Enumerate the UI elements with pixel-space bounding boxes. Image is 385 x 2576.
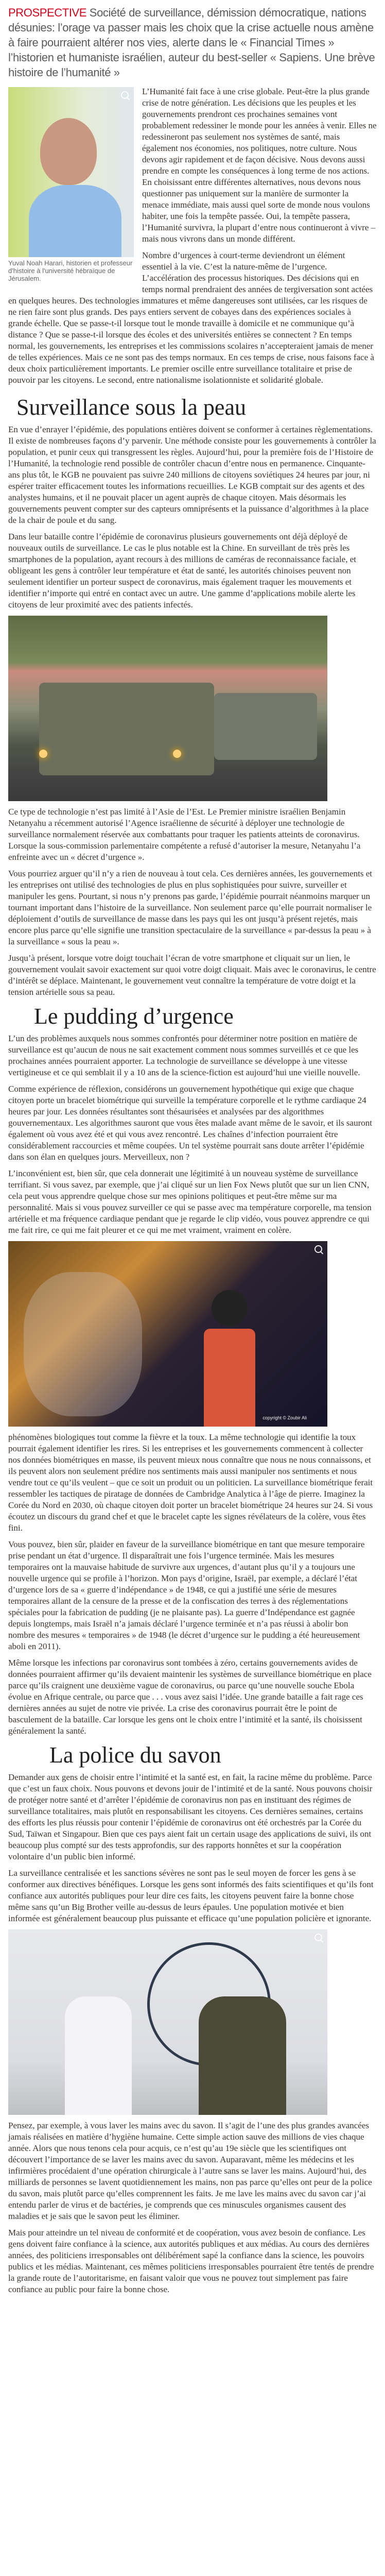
vehicle-shape [39,683,214,775]
zoom-icon[interactable] [121,91,129,99]
officer-helmet [212,1290,248,1326]
police-photo[interactable] [8,1241,327,1427]
paragraph: Nombre d’urgences à court-terme deviendront un élément essentiel à la vie. C’est la nature-même de l’urgence. L’accélération des processus historiques. Des décisions qui en temps normal prendraient des années de tergiversation sont actées en quelques heures. Des technologies immatures et même dangereuses sont utilisées, car les risques de ne rien faire sont plus grands. Des pays entiers servent de cobayes dans des expériences sociales à grande échelle. Que se passe-t-il lorsque tout le monde travaille à domicile et ne communique qu’à distance ? Que se passe-t-il lorsque des écoles et des universités entières se connectent ? En temps normal, les gouvernements, les entreprises et les commissions scolaires n’accepteraient jamais de mener de telles expériences. Mais ce ne sont pas des temps normaux. En ces temps de crise, nous faisons face à deux choix particulièrement importants. Le premier oscille entre surveillance totalitaire et prise de pouvoir par les citoyens. Le second, entre nationalisme isolationniste et solidarité globale. [8,250,374,385]
paragraph: L’un des problèmes auxquels nous sommes confrontés pour déterminer notre position en matière de surveillance est qu’aucun de nous ne sait exactement comment nous sommes surveillés et ce que les prochaines années pourraient apporter. La technologie de surveillance se développe à une vitesse vertigineuse et ce qui semblait il y a 10 ans de la science-fiction est aujourd’hui une vieille nouvelle. [8,1033,360,1077]
headlight [173,750,181,758]
portrait-shirt [29,185,121,257]
portrait-caption: Yuval Noah Harari, historien et professeur d'histoire à l'université hébraïque de Jérusalem. [8,259,133,282]
medic-figure [65,1996,132,2115]
paragraph: En vue d’enrayer l’épidémie, des populations entières doivent se conformer à certaines règlementations. Il existe de nombreuses façons d’y parvenir. Une méthode consiste pour les gouvernements à contrôler la population, et punir ceux qui transgressent les règles. Aujourd’hui, pour la première fois de l’Histoire de l’Humanité, la technologie rend possible de contrôler chacun d’entre nous en permanence. Cinquante-ans plus tôt, le KGB ne pouvaient pas suivre 240 millions de citoyens soviétiques 24 heures par jour, ni espérer traiter efficacement toutes les informations recueillies. Le KGB comptait sur des agents et des analystes humains, et il ne pouvait placer un agent auprès de chaque citoyen. Mais désormais les gouvernements peuvent compter sur des capteurs omniprésents et la puissance d’algorithmes à la place de la chair de poule et du sang. [8,425,376,525]
zoom-icon[interactable] [314,1245,322,1253]
officer-vest [204,1329,255,1427]
section-kicker[interactable]: PROSPECTIVE [8,6,87,19]
section-heading: Le pudding d’urgence [34,1004,234,1029]
intro-text: Société de surveillance, démission démocratique, nations désunies: l’orage va passer mais les choix que la crise actuelle nous amène à faire pourraient altérer nos vies, alerte dans le « Financial Times » l’historien et humaniste israélien, auteur du best-seller « Sapiens. Une brève histoire de l’humanité » [8,6,375,79]
paragraph: Pensez, par exemple, à vous laver les mains avec du savon. Il s’agit de l’une des plus grandes avancées jamais réalisées en matière d’hygiène humaine. Cette simple action sauve des millions de vies chaque année. Alors que nous tenons cela pour acquis, ce n’est qu’au 19e siècle que les scientifiques ont découvert l’importance de se laver les mains avec du savon. Auparavant, même les médecins et les infirmières procédaient d’une opération chirurgicale à l’autre sans se laver les mains. Aujourd’hui, des milliards de personnes se lavent quotidiennement les mains, non pas parce qu’elles ont peur de la police du savon, mais plutôt parce qu’elles comprennent les faits. Je me lave les mains avec du savon car j’ai entendu parler de virus et de bactéries, je comprends que ces minuscules organismes causent des maladies et je sais que le savon peut les éliminer. [8,2121,372,2221]
portrait-face [40,118,97,185]
portrait-figure [8,87,134,282]
paragraph: phénomènes biologiques tout comme la fièvre et la toux. La même technologie qui identifie la toux pourrait également identifier les rires. Si les entreprises et les gouvernements commencent à collecter nos données biométriques en masse, ils peuvent mieux nous connaître que nous ne nous connaissons, et ils peuvent alors non seulement prédire nos sentiments mais aussi manipuler nos sentiments et nous vendre tout ce qu’ils veulent – que ce soit un produit ou un politicien. La surveillance biométrique ferait ressembler les tactiques de piratage de données de Cambridge Analytica à l’âge de pierre. Imaginez la Corée du Nord en 2030, où chaque citoyen doit porter un bracelet biométrique 24 heures sur 24. Si vous écoutez un discours du grand chef et que le bracelet capte les signes révélateurs de la colère, vous êtes fini. [8,1432,373,1533]
paragraph: Même lorsque les infections par coronavirus sont tombées à zéro, certains gouvernements avides de données pourraient affirmer qu’ils devaient maintenir les systèmes de surveillance biométrique en place parce qu’ils craignent une deuxième vague de coronavirus, ou parce qu’une nouvelle souche Ebola évolue en Afrique centrale, ou parce que . . . vous avez saisi l’idée. Une grande bataille a fait rage ces dernières années au sujet de notre vie privée. La crise des coronavirus pourrait être le point de basculement de la bataille. Car lorsque les gens ont le choix entre l’intimité et la santé, ils choisissent généralement la santé. [8,1658,372,1736]
article-intro [8,5,377,80]
paragraph: La surveillance centralisée et les sanctions sévères ne sont pas le seul moyen de forcer les gens à se conformer aux directives bénéfiques. Lorsque les gens sont informés des faits scientifiques et qu’ils font confiance aux autorités publiques pour leur dire ces faits, les citoyens peuvent faire la bonne chose même sans qu’un Big Brother veille au-dessus de leurs épaules. Une population motivée et bien informée est généralement beaucoup plus puissante et efficace qu’une population policière et ignorante. [8,1868,374,1923]
section-heading: La police du savon [49,1742,221,1768]
lead-paragraph: L’Humanité fait face à une crise globale. Peut-être la plus grande crise de notre génération. Les décisions que les peuples et les gouvernements prendront ces prochaines semaines vont probablement redessiner le monde pour les années à venir. Elles ne redessineront pas seulement nos systèmes de santé, mais également nos économies, nos politiques, notre culture. Nous devons agir rapidement et de façon décisive. Nous devons aussi prendre en compte les conséquences à long terme de nos actions. En choisissant entre différentes alternatives, nous devons nous questionner pas uniquement sur la manière de surmonter la menace immédiate, mais aussi quel sorte de monde nous voulons habiter, une fois la tempête passée. Oui, la tempête passera, l’Humanité survivra, la plupart d’entre nous continueront à vivre – mais nous vivrons dans un monde différent. [142,87,377,244]
paragraph: Ce type de technologie n’est pas limité à l’Asie de l’Est. Le Premier ministre israélien Benjamin Netanyahu a récemment autorisé l’Agence israélienne de sécurité à déployer une technologie de surveillance normalement réservée aux combattants pour traquer les patients atteints de coronavirus. Lorsque la sous-commission parlementaire compétente a refusé d’autoriser la mesure, Netanyahu l’a enfreinte avec un « décret d’urgence ». [8,807,361,862]
paragraph: Jusqu’à présent, lorsque votre doigt touchait l’écran de votre smartphone et cliquait sur un lien, le gouvernement voulait savoir exactement sur quoi votre doigt cliquait. Mais avec le coronavirus, le centre d’intérêt se déplace. Maintenant, le gouvernement veut connaître la température de votre doigt et la tension artérielle sous sa peau. [8,953,376,997]
paragraph: Dans leur bataille contre l’épidémie de coronavirus plusieurs gouvernements ont déjà déployé de nouveaux outils de surveillance. Le cas le plus notable est la Chine. En surveillant de très près les smartphones de la population, ayant recours à des millions de caméras de reconnaissance faciale, et obligeant les gens à contrôler leur température et état de santé, les autorités chinoises peuvent non seulement identifier un porteur suspect de coronavirus, mais également traquer les mouvements et identifier n’importe qui entré en contact avec un autre. Une gamme d’applications mobile alerte les citoyens de leur proximité avec des patients infectés. [8,532,356,609]
temperature-check-photo[interactable] [8,1929,327,2115]
author-portrait[interactable] [8,87,134,257]
zoom-icon[interactable] [314,1934,322,1941]
photo-credit: copyright © Zoubir Ali [262,1415,307,1420]
military-vehicles-photo[interactable] [8,616,327,801]
police-shield [24,1272,142,1416]
paragraph: Comme expérience de réflexion, considérons un gouvernement hypothétique qui exige que chaque citoyen porte un bracelet biométrique qui surveille la température corporelle et le rythme cardiaque 24 heures par jour. Les données résultantes sont thésaurisées et analysées par des algorithmes gouvernementaux. Les algorithmes sauront que vous êtes malade avant même de le savoir, et ils sauront également où vous avez été et qui vous avez rencontré. Les chaînes d’infection pourraient être considérablement raccourcies et même coupées. Un tel système pourrait sans doute arrêter l’épidémie dans son élan en quelques jours. Merveilleux, non ? [8,1084,372,1162]
paragraph: L’inconvénient est, bien sûr, que cela donnerait une légitimité à un nouveau système de surveillance terrifiant. Si vous savez, par exemple, que j’ai cliqué sur un lien Fox News plutôt que sur un lien CNN, cela peut vous apprendre quelque chose sur mes opinions politiques et peut-être même sur ma personnalité. Mais si vous pouvez surveiller ce qui se passe avec ma température corporelle, ma tension artérielle et ma fréquence cardiaque pendant que je regarde le clip vidéo, vous pouvez apprendre ce qui me fait rire, ce qui me fait pleurer et ce qui me met vraiment, vraiment en colère. [8,1168,372,1235]
paragraph: Mais pour atteindre un tel niveau de conformité et de coopération, vous avez besoin de confiance. Les gens doivent faire confiance à la science, aux autorités publiques et aux médias. Au cours des dernières années, des politiciens irresponsables ont délibérément sapé la confiance dans la science, les pouvoirs publics et les médias. Maintenant, ces mêmes politiciens irresponsables pourraient être tentés de prendre la grande route de l’autoritarisme, en faisant valoir que vous ne pouvez tout simplement pas faire confiance au public pour faire la bonne chose. [8,2228,374,2294]
paragraph: Demander aux gens de choisir entre l’intimité et la santé est, en fait, la racine même du problème. Parce que c’est un faux choix. Nous pouvons et devons jouir de l’intimité et de la santé. Nous pouvons choisir de protéger notre santé et d’arrêter l’épidémie de coronavirus non pas en instituant des régimes de surveillance totalitaires, mais plutôt en responsabilisant les citoyens. Ces dernières semaines, certains des efforts les plus réussis pour contenir l’épidémie de coronavirus ont été orchestrés par la Corée du Sud, Taïwan et Singapour. Bien que ces pays aient fait un certain usage des applications de suivi, ils ont beaucoup plus compté sur des tests approfondis, sur des rapports honnêtes et sur la coopération volontaire d’un public bien informé. [8,1772,373,1861]
vehicle-shape [214,693,317,760]
headlight [39,750,47,758]
paragraph: Vous pouvez, bien sûr, plaider en faveur de la surveillance biométrique en tant que mesure temporaire prise pendant un état d’urgence. Il disparaîtrait une fois l’urgence terminée. Mais les mesures temporaires ont la mauvaise habitude de survivre aux urgences, d’autant plus qu’il y a toujours une nouvelle urgence qui se profile à l’horizon. Mon pays d’origine, Israël, par exemple, a déclaré l’état d’urgence lors de sa « guerre d’indépendance » de 1948, ce qui a justifié une série de mesures temporaires allant de la censure de la presse et de la confiscation des terres à des réglementations spéciales pour la fabrication de pudding (je ne plaisante pas). La guerre d’Indépendance est gagnée depuis longtemps, mais Israël n’a jamais déclaré l’urgence terminée et n’a pas réussi à abolir bon nombre des mesures « temporaires » de 1948 (le décret d’urgence sur le pudding a été heureusement aboli en 2011). [8,1539,365,1651]
section-heading: Surveillance sous la peau [16,395,246,420]
paragraph: Vous pourriez arguer qu’il n’y a rien de nouveau à tout cela. Ces dernières années, les gouvernements et les entreprises ont utilisé des technologies de plus en plus sophistiquées pour suivre, surveiller et manipuler les gens. Pourtant, si nous n’y prenons pas garde, l’épidémie pourrait néanmoins marquer un tournant important dans l’histoire de la surveillance. Non seulement parce qu’elle pourrait normaliser le déploiement d’outils de surveillance de masse dans les pays qui les ont jusqu’à présent rejetés, mais encore plus parce qu’elle signifie une transition spectaculaire de la surveillance « par-dessus la peau » à la surveillance « sous la peau ». [8,869,372,946]
man-figure [199,1996,286,2115]
